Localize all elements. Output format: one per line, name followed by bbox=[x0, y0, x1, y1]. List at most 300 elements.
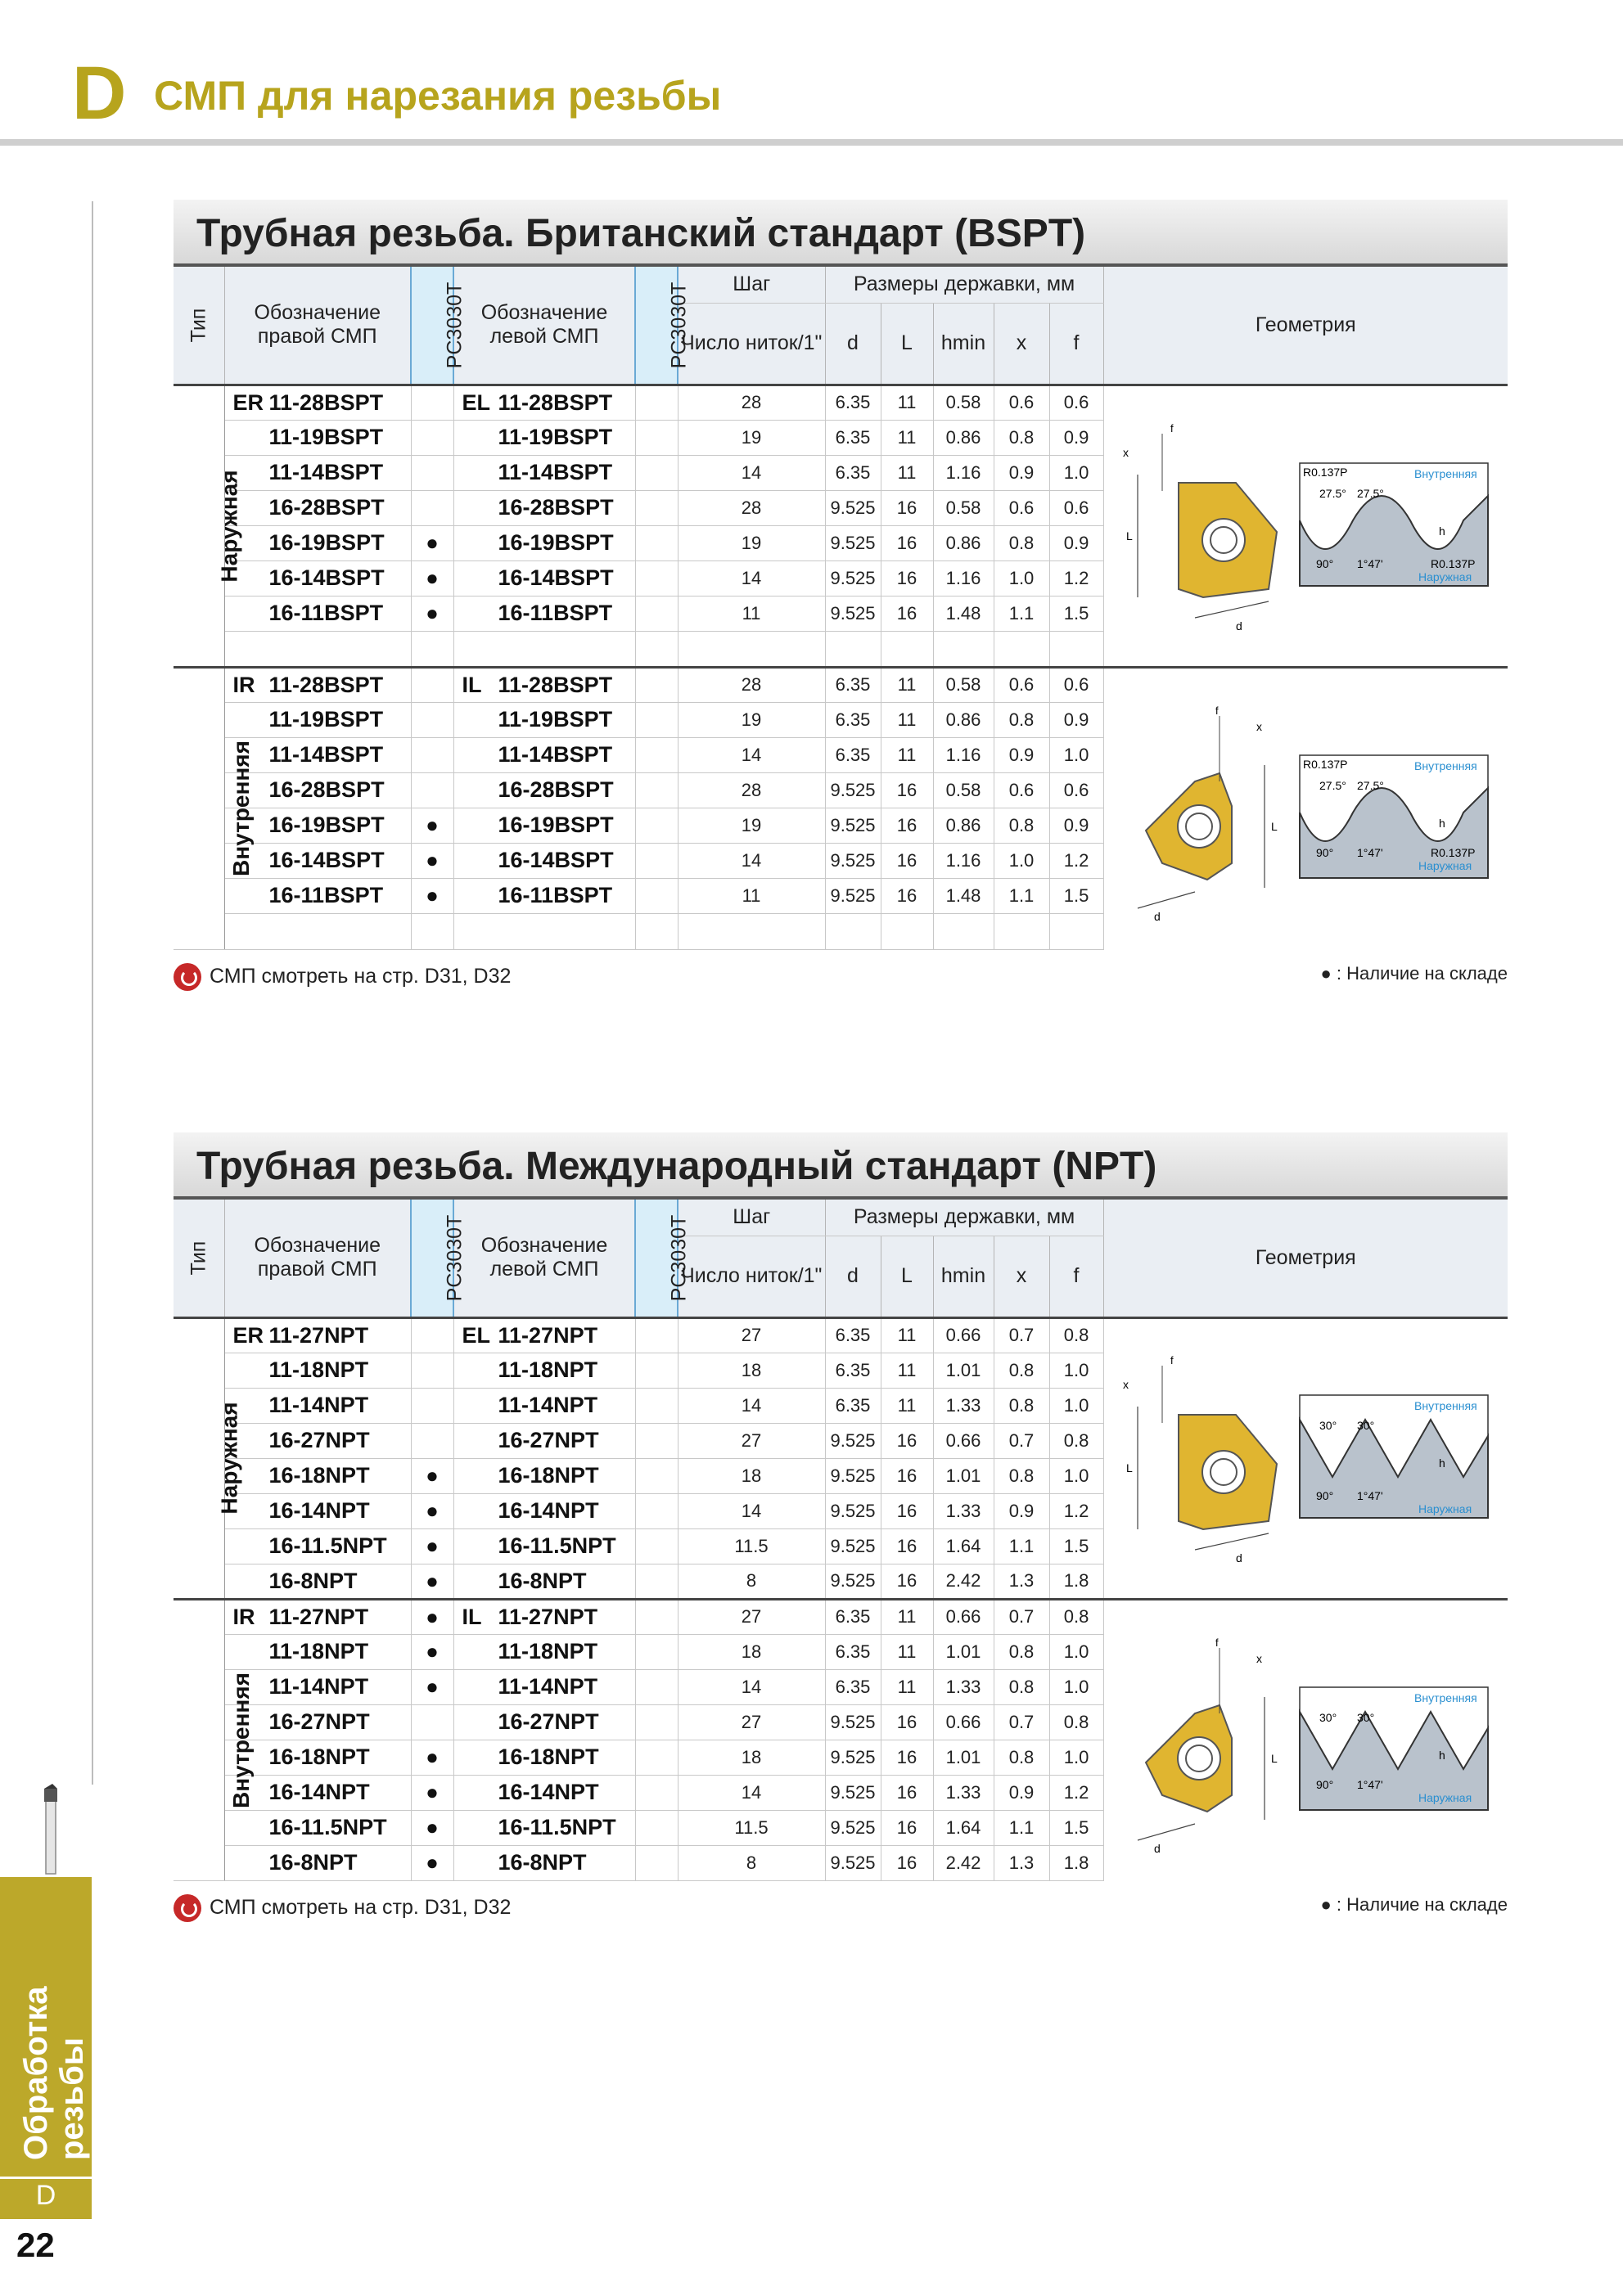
cell-f: 1.8 bbox=[1049, 1845, 1103, 1880]
cell-hmin: 1.33 bbox=[933, 1669, 994, 1704]
label-external: Наружная bbox=[1418, 1790, 1472, 1804]
cell-hmin: 1.33 bbox=[933, 1493, 994, 1528]
cell-hmin: 1.01 bbox=[933, 1458, 994, 1493]
cell-pitch: 11 bbox=[678, 596, 825, 631]
cell-d: 9.525 bbox=[825, 843, 881, 878]
label-f: f bbox=[1215, 1636, 1219, 1649]
cell-x: 0.8 bbox=[994, 702, 1049, 737]
spec-table bbox=[174, 1200, 1508, 1881]
row-type bbox=[174, 385, 242, 667]
stock-left bbox=[635, 1493, 678, 1528]
col-pitch: Число ниток/1" bbox=[678, 1236, 825, 1317]
stock-right: ● bbox=[411, 1458, 453, 1493]
col-type bbox=[174, 267, 224, 385]
cell-d: 9.525 bbox=[825, 1423, 881, 1458]
right-prefix: ER bbox=[232, 389, 264, 415]
stock-right: ● bbox=[411, 843, 453, 878]
right-code-value: 16-11.5NPT bbox=[268, 1533, 387, 1558]
left-code-value: 11-27NPT bbox=[498, 1604, 598, 1629]
right-code-value: 11-18NPT bbox=[268, 1639, 369, 1663]
left-code-value: 11-14BSPT bbox=[498, 742, 613, 767]
left-code bbox=[453, 1634, 635, 1669]
right-code-value: 16-11BSPT bbox=[268, 883, 384, 907]
left-code bbox=[453, 1810, 635, 1845]
angle-right: 27.5° bbox=[1357, 779, 1385, 793]
row-type-label: Наружная bbox=[216, 469, 242, 583]
stock-right: ● bbox=[411, 1493, 453, 1528]
cell-d: 9.525 bbox=[825, 596, 881, 631]
cell-pitch: 14 bbox=[678, 843, 825, 878]
label-L: L bbox=[1126, 1461, 1134, 1474]
spacer-cell bbox=[994, 913, 1049, 949]
cell-pitch: 27 bbox=[678, 1317, 825, 1353]
right-code-value: 16-27NPT bbox=[268, 1428, 370, 1452]
col-hmin: hmin bbox=[933, 303, 994, 385]
cell-d: 9.525 bbox=[825, 772, 881, 808]
col-L: L bbox=[881, 303, 933, 385]
right-prefix: ER bbox=[232, 1322, 264, 1348]
npt-section bbox=[174, 1132, 1508, 1930]
cell-d: 9.525 bbox=[825, 1704, 881, 1740]
right-code-value: 16-28BSPT bbox=[268, 495, 385, 520]
label-internal: Внутренняя bbox=[1414, 466, 1477, 480]
angle-90: 90° bbox=[1316, 846, 1334, 860]
col-type bbox=[174, 1200, 224, 1317]
right-code-value: 11-19BSPT bbox=[268, 425, 384, 449]
insert-hole bbox=[1202, 1451, 1245, 1493]
cell-d: 9.525 bbox=[825, 878, 881, 913]
left-code-value: 11-28BSPT bbox=[498, 672, 613, 697]
cell-L: 16 bbox=[881, 560, 933, 596]
stock-left bbox=[635, 1810, 678, 1845]
left-code-value: 16-27NPT bbox=[498, 1709, 599, 1734]
left-code bbox=[453, 1704, 635, 1740]
cell-f: 1.5 bbox=[1049, 1810, 1103, 1845]
cell-d: 6.35 bbox=[825, 455, 881, 490]
label-L: L bbox=[1271, 1751, 1278, 1765]
left-code-value: 16-11BSPT bbox=[498, 601, 613, 625]
cell-x: 0.7 bbox=[994, 1317, 1049, 1353]
cell-hmin: 1.48 bbox=[933, 878, 994, 913]
cell-L: 16 bbox=[881, 1423, 933, 1458]
left-prefix: EL bbox=[462, 389, 491, 415]
cell-d: 9.525 bbox=[825, 808, 881, 843]
cell-hmin: 0.66 bbox=[933, 1317, 994, 1353]
angle-147: 1°47' bbox=[1357, 556, 1383, 570]
geometry-cell bbox=[1103, 1317, 1508, 1599]
cell-hmin: 1.33 bbox=[933, 1388, 994, 1423]
label-x: x bbox=[1256, 720, 1263, 734]
cell-x: 0.9 bbox=[994, 1493, 1049, 1528]
right-code-value: 16-11BSPT bbox=[268, 601, 384, 625]
label-internal: Внутренняя bbox=[1414, 759, 1477, 773]
cell-pitch: 14 bbox=[678, 455, 825, 490]
angle-left: 27.5° bbox=[1319, 486, 1347, 500]
col-x: x bbox=[994, 1236, 1049, 1317]
cell-d: 9.525 bbox=[825, 1775, 881, 1810]
right-code bbox=[224, 560, 411, 596]
stock-right bbox=[411, 1388, 453, 1423]
dim-line-d bbox=[1195, 601, 1269, 618]
right-code bbox=[224, 1564, 411, 1599]
col-pitch-group: Шаг bbox=[678, 1200, 825, 1236]
col-geometry: Геометрия bbox=[1103, 267, 1508, 385]
left-code-value: 16-14BSPT bbox=[498, 565, 614, 590]
cell-x: 1.1 bbox=[994, 878, 1049, 913]
left-prefix: IL bbox=[462, 672, 482, 697]
stock-left bbox=[635, 525, 678, 560]
stock-right bbox=[411, 420, 453, 455]
angle-left: 27.5° bbox=[1319, 779, 1347, 793]
cell-hmin: 0.86 bbox=[933, 702, 994, 737]
cell-d: 6.35 bbox=[825, 420, 881, 455]
left-prefix: IL bbox=[462, 1604, 482, 1629]
reference-icon bbox=[174, 1894, 201, 1922]
angle-left: 30° bbox=[1319, 1710, 1337, 1724]
cell-x: 0.8 bbox=[994, 1669, 1049, 1704]
stock-left bbox=[635, 1423, 678, 1458]
label-external: Наружная bbox=[1418, 569, 1472, 583]
label-x: x bbox=[1123, 1378, 1129, 1391]
cell-d: 6.35 bbox=[825, 1317, 881, 1353]
cell-x: 0.6 bbox=[994, 667, 1049, 702]
spacer-cell bbox=[881, 913, 933, 949]
stock-left bbox=[635, 1669, 678, 1704]
col-d: d bbox=[825, 1236, 881, 1317]
cell-pitch: 11.5 bbox=[678, 1810, 825, 1845]
section-title-bar bbox=[174, 200, 1508, 267]
cell-f: 1.5 bbox=[1049, 596, 1103, 631]
stock-right bbox=[411, 702, 453, 737]
cell-pitch: 14 bbox=[678, 737, 825, 772]
cell-d: 6.35 bbox=[825, 1388, 881, 1423]
cell-hmin: 1.01 bbox=[933, 1353, 994, 1388]
left-code-value: 11-19BSPT bbox=[498, 425, 613, 449]
right-code-value: 11-14BSPT bbox=[268, 742, 384, 767]
cell-f: 1.2 bbox=[1049, 1493, 1103, 1528]
cell-f: 1.0 bbox=[1049, 1634, 1103, 1669]
row-type-label: Внутренняя bbox=[228, 741, 254, 876]
right-code-value: 16-14BSPT bbox=[268, 565, 385, 590]
stock-left bbox=[635, 385, 678, 420]
stock-left bbox=[635, 1317, 678, 1353]
cell-d: 6.35 bbox=[825, 1669, 881, 1704]
cell-d: 6.35 bbox=[825, 667, 881, 702]
grade-label: PC3030T bbox=[667, 1214, 691, 1302]
right-code bbox=[224, 1634, 411, 1669]
cell-d: 9.525 bbox=[825, 1740, 881, 1775]
left-code-value: 16-18NPT bbox=[498, 1745, 599, 1769]
left-code bbox=[453, 808, 635, 843]
table-row bbox=[174, 1317, 1508, 1353]
spacer-cell bbox=[453, 913, 635, 949]
left-code bbox=[453, 490, 635, 525]
cell-f: 1.2 bbox=[1049, 843, 1103, 878]
right-code-value: 11-19BSPT bbox=[268, 707, 384, 732]
left-code bbox=[453, 525, 635, 560]
cell-hmin: 1.01 bbox=[933, 1634, 994, 1669]
left-code bbox=[453, 1599, 635, 1634]
cell-L: 11 bbox=[881, 702, 933, 737]
cell-pitch: 27 bbox=[678, 1599, 825, 1634]
cell-x: 1.1 bbox=[994, 596, 1049, 631]
cell-f: 0.6 bbox=[1049, 490, 1103, 525]
stock-right bbox=[411, 385, 453, 420]
label-d: d bbox=[1236, 619, 1243, 633]
cell-L: 16 bbox=[881, 1458, 933, 1493]
label-f: f bbox=[1170, 421, 1174, 434]
geometry-cell bbox=[1103, 1599, 1508, 1880]
right-code-value: 11-28BSPT bbox=[268, 389, 384, 415]
right-code bbox=[224, 1493, 411, 1528]
cell-pitch: 14 bbox=[678, 1669, 825, 1704]
cell-f: 1.8 bbox=[1049, 1564, 1103, 1599]
bspt-section bbox=[174, 200, 1508, 999]
spacer-cell bbox=[994, 631, 1049, 667]
col-f: f bbox=[1049, 1236, 1103, 1317]
cell-hmin: 0.66 bbox=[933, 1704, 994, 1740]
right-code-value: 11-27NPT bbox=[268, 1322, 369, 1348]
geometry-cell bbox=[1103, 385, 1508, 667]
left-code bbox=[453, 1317, 635, 1353]
cell-x: 1.0 bbox=[994, 560, 1049, 596]
right-code bbox=[224, 1388, 411, 1423]
cell-x: 0.8 bbox=[994, 1458, 1049, 1493]
cell-L: 11 bbox=[881, 667, 933, 702]
left-code bbox=[453, 1528, 635, 1564]
radius-bottom: R0.137P bbox=[1431, 556, 1476, 570]
left-code-value: 16-11.5NPT bbox=[498, 1533, 616, 1558]
cell-f: 0.9 bbox=[1049, 420, 1103, 455]
cell-f: 0.6 bbox=[1049, 385, 1103, 420]
label-h: h bbox=[1439, 1748, 1446, 1762]
col-type-label: Тип bbox=[187, 1240, 210, 1276]
cell-hmin: 1.16 bbox=[933, 843, 994, 878]
cell-d: 9.525 bbox=[825, 1810, 881, 1845]
cell-f: 1.0 bbox=[1049, 455, 1103, 490]
right-code bbox=[224, 702, 411, 737]
cell-hmin: 1.16 bbox=[933, 737, 994, 772]
stock-right: ● bbox=[411, 1528, 453, 1564]
stock-right: ● bbox=[411, 596, 453, 631]
angle-right: 27.5° bbox=[1357, 486, 1385, 500]
cell-pitch: 18 bbox=[678, 1634, 825, 1669]
label-external: Наружная bbox=[1418, 859, 1472, 873]
spacer-cell bbox=[411, 631, 453, 667]
radius-bottom: R0.137P bbox=[1431, 846, 1476, 860]
left-code bbox=[453, 1775, 635, 1810]
left-code-value: 11-18NPT bbox=[498, 1357, 598, 1382]
right-code-value: 16-27NPT bbox=[268, 1709, 370, 1734]
right-code-value: 11-28BSPT bbox=[268, 672, 384, 697]
right-code-value: 16-8NPT bbox=[268, 1850, 358, 1875]
right-code bbox=[224, 1353, 411, 1388]
col-d: d bbox=[825, 303, 881, 385]
stock-right bbox=[411, 1317, 453, 1353]
cell-f: 1.5 bbox=[1049, 878, 1103, 913]
cell-d: 9.525 bbox=[825, 560, 881, 596]
cell-pitch: 19 bbox=[678, 702, 825, 737]
page-reference-text: СМП смотреть на стр. D31, D32 bbox=[210, 1896, 512, 1919]
cell-hmin: 0.58 bbox=[933, 490, 994, 525]
col-grade-right bbox=[411, 267, 467, 385]
row-type-label: Внутренняя bbox=[228, 1672, 254, 1808]
cell-hmin: 2.42 bbox=[933, 1564, 994, 1599]
angle-right: 30° bbox=[1357, 1419, 1375, 1432]
cell-d: 9.525 bbox=[825, 1458, 881, 1493]
stock-right: ● bbox=[411, 560, 453, 596]
stock-right: ● bbox=[411, 1669, 453, 1704]
label-d: d bbox=[1154, 1841, 1161, 1855]
cell-x: 0.9 bbox=[994, 455, 1049, 490]
right-code-value: 16-28BSPT bbox=[268, 777, 385, 802]
cell-L: 16 bbox=[881, 1493, 933, 1528]
stock-right bbox=[411, 737, 453, 772]
cell-x: 0.8 bbox=[994, 808, 1049, 843]
right-code-value: 11-27NPT bbox=[268, 1604, 369, 1629]
cell-L: 16 bbox=[881, 1564, 933, 1599]
cell-pitch: 19 bbox=[678, 808, 825, 843]
stock-left bbox=[635, 1704, 678, 1740]
label-h: h bbox=[1439, 1456, 1446, 1470]
spacer-cell bbox=[678, 913, 825, 949]
cell-pitch: 18 bbox=[678, 1353, 825, 1388]
cell-L: 16 bbox=[881, 1775, 933, 1810]
stock-right: ● bbox=[411, 1634, 453, 1669]
stock-left bbox=[635, 843, 678, 878]
cell-L: 11 bbox=[881, 1317, 933, 1353]
right-code bbox=[224, 490, 411, 525]
left-code-value: 11-14NPT bbox=[498, 1674, 598, 1699]
cell-x: 0.7 bbox=[994, 1423, 1049, 1458]
cell-x: 1.1 bbox=[994, 1528, 1049, 1564]
cell-d: 9.525 bbox=[825, 1564, 881, 1599]
left-code bbox=[453, 1388, 635, 1423]
left-code bbox=[453, 878, 635, 913]
cell-hmin: 1.33 bbox=[933, 1775, 994, 1810]
stock-legend: ● : Наличие на складе bbox=[1320, 1893, 1508, 1915]
cell-d: 9.525 bbox=[825, 1845, 881, 1880]
left-code bbox=[453, 560, 635, 596]
cell-hmin: 1.64 bbox=[933, 1810, 994, 1845]
cell-hmin: 0.58 bbox=[933, 385, 994, 420]
cell-pitch: 8 bbox=[678, 1564, 825, 1599]
cell-d: 6.35 bbox=[825, 737, 881, 772]
left-code-value: 16-14NPT bbox=[498, 1498, 599, 1523]
cell-pitch: 18 bbox=[678, 1458, 825, 1493]
cell-hmin: 0.86 bbox=[933, 808, 994, 843]
col-grade-left bbox=[635, 267, 691, 385]
cell-f: 0.8 bbox=[1049, 1423, 1103, 1458]
label-f: f bbox=[1170, 1354, 1174, 1366]
col-left-code: Обозначение левой СМП bbox=[453, 1200, 635, 1317]
spacer-cell bbox=[224, 913, 411, 949]
cell-x: 1.3 bbox=[994, 1564, 1049, 1599]
stock-left bbox=[635, 1634, 678, 1669]
stock-right bbox=[411, 1423, 453, 1458]
external-npt-geometry-diagram bbox=[1113, 1349, 1498, 1562]
right-code bbox=[224, 1810, 411, 1845]
cell-pitch: 14 bbox=[678, 1388, 825, 1423]
stock-left bbox=[635, 490, 678, 525]
cell-hmin: 1.64 bbox=[933, 1528, 994, 1564]
footnote-line bbox=[174, 1889, 1508, 1930]
angle-147: 1°47' bbox=[1357, 1489, 1383, 1502]
stock-left bbox=[635, 1528, 678, 1564]
spacer-cell bbox=[678, 631, 825, 667]
section-title: Трубная резьба. Международный стандарт (NPT) bbox=[196, 1145, 1157, 1188]
cell-L: 16 bbox=[881, 1810, 933, 1845]
cell-x: 1.0 bbox=[994, 843, 1049, 878]
left-code-value: 16-28BSPT bbox=[498, 495, 614, 520]
cell-L: 16 bbox=[881, 1704, 933, 1740]
stock-left bbox=[635, 1845, 678, 1880]
col-right-code: Обозначение правой СМП bbox=[224, 1200, 411, 1317]
label-f: f bbox=[1215, 705, 1219, 718]
page-title: СМП для нарезания резьбы bbox=[154, 73, 722, 119]
left-code bbox=[453, 702, 635, 737]
stock-left bbox=[635, 878, 678, 913]
stock-left bbox=[635, 420, 678, 455]
spacer-cell bbox=[825, 913, 881, 949]
right-code-value: 11-18NPT bbox=[268, 1357, 369, 1382]
spacer-cell bbox=[635, 913, 678, 949]
page-reference bbox=[174, 1894, 511, 1922]
stock-right bbox=[411, 490, 453, 525]
spacer-cell bbox=[635, 631, 678, 667]
cell-pitch: 14 bbox=[678, 1493, 825, 1528]
left-code-value: 16-18NPT bbox=[498, 1463, 599, 1488]
cell-L: 11 bbox=[881, 385, 933, 420]
right-code-value: 16-11.5NPT bbox=[268, 1815, 387, 1839]
left-code bbox=[453, 843, 635, 878]
cell-d: 6.35 bbox=[825, 1634, 881, 1669]
header-divider bbox=[0, 139, 1623, 146]
col-L: L bbox=[881, 1236, 933, 1317]
right-code-value: 16-8NPT bbox=[268, 1568, 358, 1593]
cell-d: 6.35 bbox=[825, 702, 881, 737]
left-code-value: 16-28BSPT bbox=[498, 777, 614, 802]
geometry-cell bbox=[1103, 667, 1508, 949]
left-code-value: 16-14NPT bbox=[498, 1780, 599, 1804]
left-code bbox=[453, 455, 635, 490]
cell-d: 9.525 bbox=[825, 490, 881, 525]
label-L: L bbox=[1271, 820, 1278, 834]
left-code-value: 11-27NPT bbox=[498, 1322, 598, 1348]
side-tab-label: Обработка резьбы bbox=[18, 1986, 90, 2160]
stock-right: ● bbox=[411, 1775, 453, 1810]
stock-right bbox=[411, 1704, 453, 1740]
cell-pitch: 8 bbox=[678, 1845, 825, 1880]
cell-f: 1.0 bbox=[1049, 1669, 1103, 1704]
right-code bbox=[224, 420, 411, 455]
col-pitch-group: Шаг bbox=[678, 267, 825, 303]
left-code bbox=[453, 1423, 635, 1458]
grade-label: PC3030T bbox=[443, 1214, 467, 1302]
label-x: x bbox=[1256, 1651, 1263, 1665]
stock-right bbox=[411, 772, 453, 808]
stock-left bbox=[635, 1599, 678, 1634]
spec-table bbox=[174, 267, 1508, 950]
angle-90: 90° bbox=[1316, 1489, 1334, 1502]
stock-right bbox=[411, 1353, 453, 1388]
cell-x: 0.8 bbox=[994, 525, 1049, 560]
right-code-value: 11-14BSPT bbox=[268, 460, 384, 484]
left-code-value: 16-8NPT bbox=[498, 1568, 587, 1593]
cell-L: 11 bbox=[881, 455, 933, 490]
cell-L: 11 bbox=[881, 737, 933, 772]
left-code bbox=[453, 1669, 635, 1704]
